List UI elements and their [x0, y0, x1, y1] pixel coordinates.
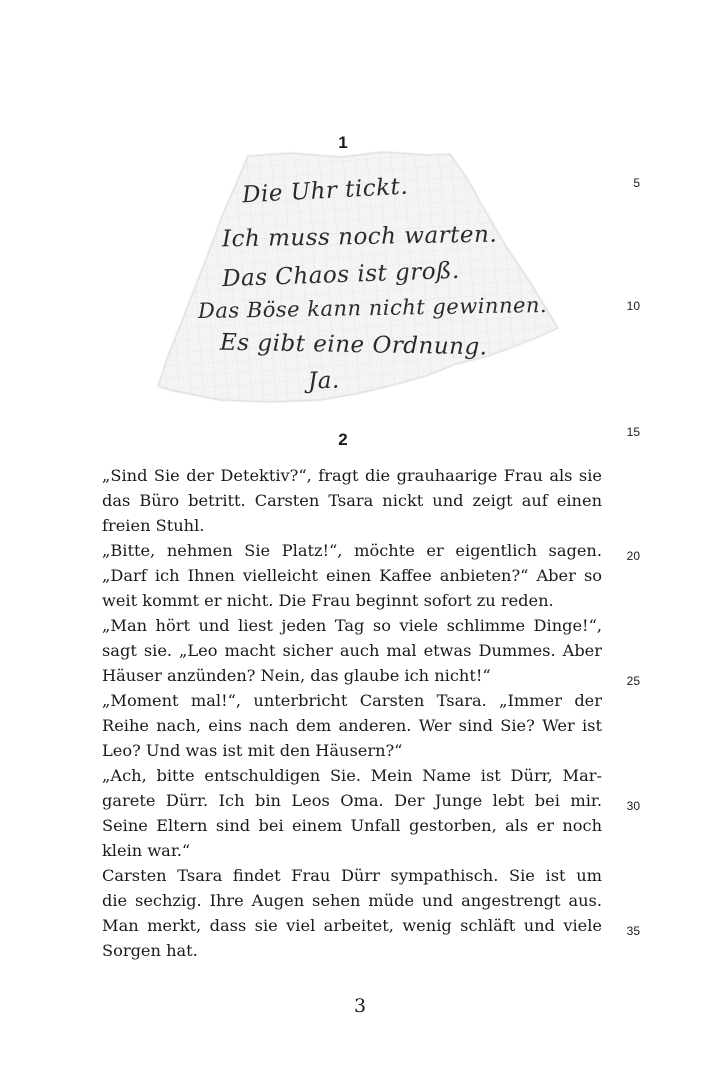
line-number: 10	[626, 299, 640, 313]
text-line: „Darf ich Ihnen vielleicht einen Kaffee anbieten?“ Aber so	[102, 566, 602, 585]
line-number: 20	[626, 549, 640, 563]
text-line: die sechzig. Ihre Augen sehen müde und angestrengt aus.	[102, 891, 602, 910]
note-line: Es gibt eine Ordnung.	[219, 329, 488, 361]
chapter-one-number: 1	[338, 133, 348, 152]
text-line: garete Dürr. Ich bin Leos Oma. Der Junge lebt bei mir.	[102, 791, 602, 810]
chapter-two-number: 2	[338, 430, 348, 449]
line-number: 30	[626, 799, 640, 813]
note-line: Die Uhr tickt.	[241, 173, 409, 209]
line-number: 5	[633, 176, 640, 190]
text-line: Man merkt, dass sie viel arbeitet, wenig schläft und viele	[102, 916, 602, 935]
note-line: Das Chaos ist groß.	[221, 257, 461, 293]
text-line: klein war.“	[102, 841, 191, 860]
handwritten-note-text	[150, 150, 560, 410]
text-line: freien Stuhl.	[102, 516, 205, 535]
text-line: Carsten Tsara findet Frau Dürr sympathisch. Sie ist um	[102, 866, 602, 885]
page-number: 3	[353, 995, 367, 1017]
text-line: das Büro betritt. Carsten Tsara nickt und zeigt auf einen	[102, 491, 602, 510]
note-line: Das Böse kann nicht gewinnen.	[197, 292, 548, 324]
text-line: „Sind Sie der Detektiv?“, fragt die grauhaarige Frau als sie	[102, 466, 602, 485]
text-line: sagt sie. „Leo macht sicher auch mal etwas Dummes. Aber	[102, 641, 602, 660]
text-line: Reihe nach, eins nach dem anderen. Wer sind Sie? Wer ist	[102, 716, 602, 735]
text-line: Häuser anzünden? Nein, das glaube ich nicht!“	[102, 666, 491, 685]
line-number: 15	[626, 425, 640, 439]
text-line: weit kommt er nicht. Die Frau beginnt sofort zu reden.	[102, 591, 554, 610]
text-line: Sorgen hat.	[102, 941, 198, 960]
text-line: „Man hört und liest jeden Tag so viele schlimme Dinge!“,	[102, 616, 602, 635]
line-number: 25	[626, 674, 640, 688]
text-line: „Bitte, nehmen Sie Platz!“, möchte er eigentlich sagen.	[102, 541, 602, 560]
note-line: Ich muss noch warten.	[221, 221, 498, 253]
body-text	[102, 463, 602, 963]
line-number: 35	[626, 924, 640, 938]
text-line: Seine Eltern sind bei einem Unfall gestorben, als er noch	[102, 816, 602, 835]
text-line: Leo? Und was ist mit den Häusern?“	[102, 741, 403, 760]
handwritten-note-paper	[150, 150, 560, 410]
note-line: Ja.	[307, 367, 341, 395]
text-line: „Ach, bitte entschuldigen Sie. Mein Name ist Dürr, Mar-	[102, 766, 602, 785]
text-line: „Moment mal!“, unterbricht Carsten Tsara. „Immer der	[102, 691, 602, 710]
